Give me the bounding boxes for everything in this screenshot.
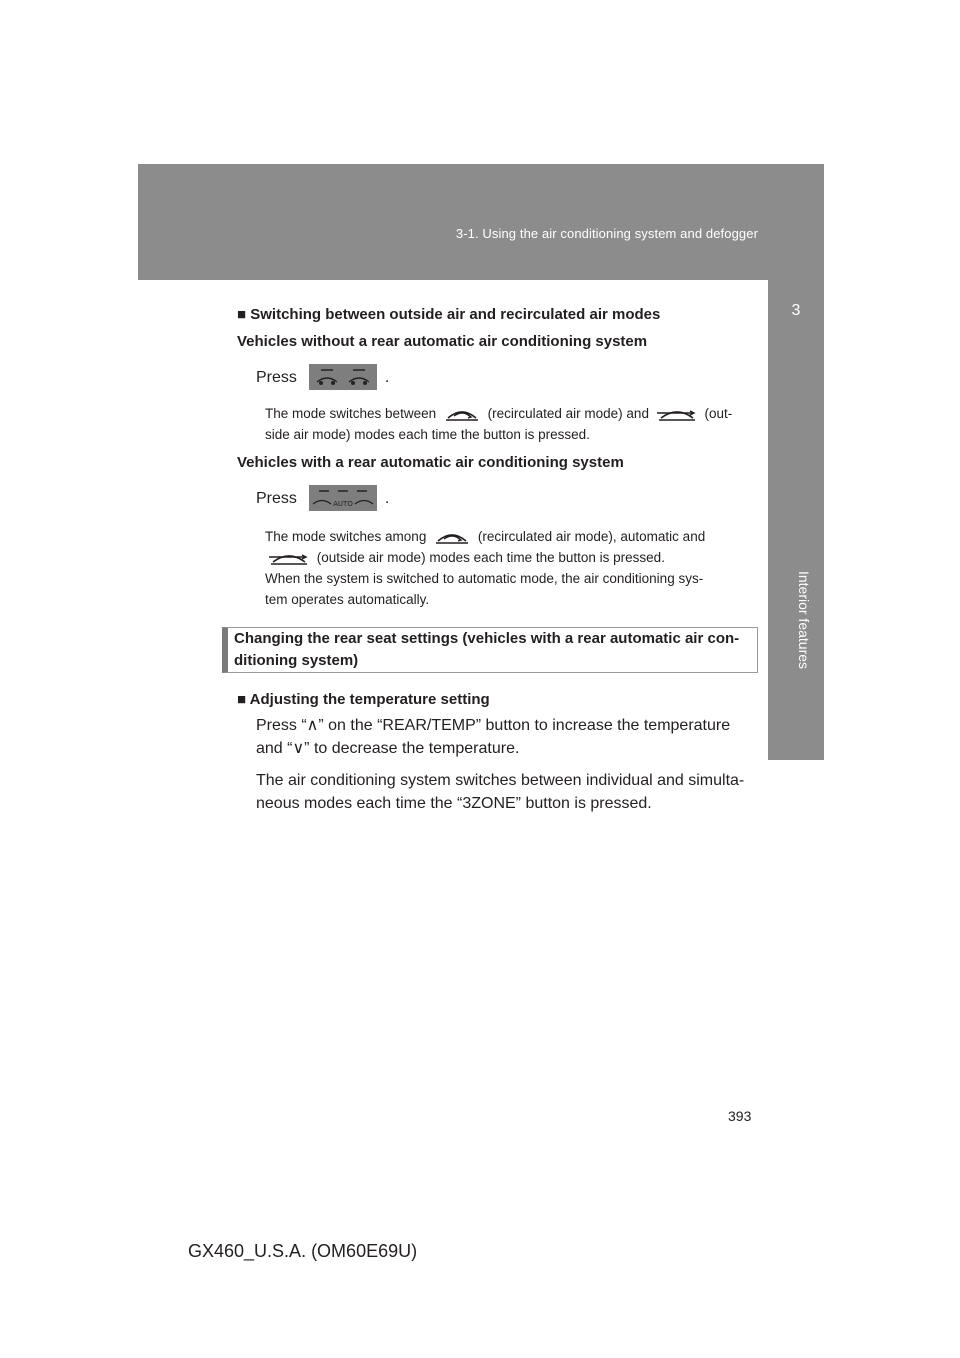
press-instruction-1 bbox=[256, 364, 389, 390]
note2-text-c: (outside air mode) modes each time the button is pressed. bbox=[316, 550, 665, 565]
note2-text-d: When the system is switched to automatic mode, the air conditioning sys- bbox=[265, 571, 704, 586]
note1-text-a: The mode switches between bbox=[265, 406, 437, 421]
note2-text-e: tem operates automatically. bbox=[265, 592, 430, 607]
chapter-title: Interior features bbox=[796, 570, 812, 670]
note2-text-b: (recirculated air mode), automatic and bbox=[477, 529, 706, 544]
outside-air-icon bbox=[269, 549, 309, 567]
chapter-number: 3 bbox=[791, 302, 801, 319]
air-intake-button-icon bbox=[309, 364, 377, 390]
press-label-2: Press bbox=[256, 489, 297, 507]
period: . bbox=[384, 368, 390, 386]
note2-text-a: The mode switches among bbox=[265, 529, 427, 544]
adjust-temperature-heading: ■ Adjusting the temperature setting bbox=[237, 691, 490, 708]
document-id: GX460_U.S.A. (OM60E69U) bbox=[188, 1241, 418, 1261]
auto-label: AUTO bbox=[333, 500, 353, 508]
adjust-line-1: Press “∧” on the “REAR/TEMP” button to increase the temperature bbox=[256, 717, 731, 734]
with-rear-heading: Vehicles with a rear automatic air conditioning system bbox=[237, 454, 624, 471]
note1-text-c: (out- bbox=[704, 406, 733, 421]
adjust-temperature-text bbox=[256, 714, 754, 760]
rear-seat-settings-callout bbox=[222, 627, 758, 673]
chapter-tab bbox=[768, 280, 824, 760]
press-label: Press bbox=[256, 368, 297, 386]
section-title: 3-1. Using the air conditioning system and defogger bbox=[455, 226, 758, 241]
adjust-line-2: and “∨” to decrease the temperature. bbox=[256, 740, 520, 757]
recirculated-air-icon bbox=[434, 528, 470, 546]
outside-air-icon bbox=[657, 405, 697, 423]
note1-text-d: side air mode) modes each time the button is pressed. bbox=[265, 427, 590, 442]
header-band bbox=[138, 164, 824, 280]
switching-heading: ■ Switching between outside air and recirculated air modes bbox=[237, 306, 661, 323]
zone-mode-text bbox=[256, 769, 754, 815]
note-2 bbox=[265, 526, 755, 610]
without-rear-heading: Vehicles without a rear automatic air conditioning system bbox=[237, 333, 648, 350]
note-1 bbox=[265, 403, 755, 445]
air-intake-auto-button-icon bbox=[309, 485, 377, 511]
callout-text: Changing the rear seat settings (vehicles with a rear automatic air con- ditioning system) bbox=[234, 630, 740, 669]
recirculated-air-icon bbox=[444, 405, 480, 423]
air-intake-button-image bbox=[309, 364, 377, 390]
period-2: . bbox=[384, 489, 390, 507]
zone-line-2: neous modes each time the “3ZONE” button is pressed. bbox=[256, 795, 652, 812]
note1-text-b: (recirculated air mode) and bbox=[487, 406, 649, 421]
air-intake-auto-button-image bbox=[309, 485, 377, 511]
page-number: 393 bbox=[728, 1108, 752, 1124]
press-instruction-2 bbox=[256, 485, 389, 511]
zone-line-1: The air conditioning system switches between individual and simulta- bbox=[256, 772, 745, 789]
